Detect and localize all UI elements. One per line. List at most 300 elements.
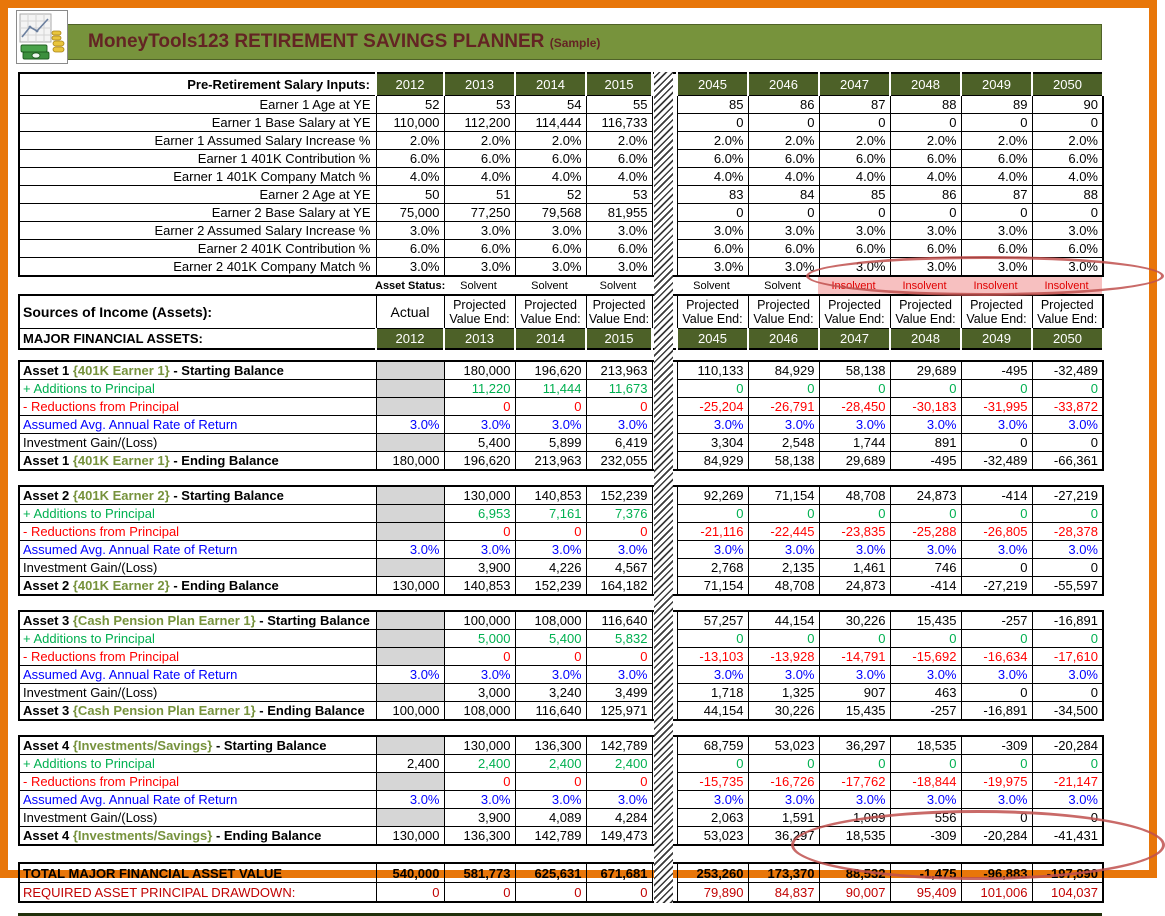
value-cell[interactable]: 581,773 bbox=[444, 863, 515, 883]
value-cell[interactable]: 50 bbox=[376, 186, 444, 204]
value-cell[interactable]: 3.0% bbox=[819, 791, 890, 809]
value-cell[interactable]: 0 bbox=[1032, 755, 1103, 773]
value-cell[interactable]: 0 bbox=[748, 204, 819, 222]
value-cell[interactable]: -20,284 bbox=[961, 827, 1032, 846]
value-cell[interactable]: 5,899 bbox=[515, 434, 586, 452]
value-cell[interactable]: 0 bbox=[890, 505, 961, 523]
value-cell[interactable]: 0 bbox=[586, 773, 652, 791]
value-cell[interactable]: -28,450 bbox=[819, 398, 890, 416]
value-cell[interactable]: 3.0% bbox=[586, 791, 652, 809]
value-cell[interactable]: 6.0% bbox=[819, 150, 890, 168]
value-cell[interactable]: 0 bbox=[515, 398, 586, 416]
value-cell[interactable]: 2,548 bbox=[748, 434, 819, 452]
value-cell[interactable]: 85 bbox=[677, 96, 748, 114]
value-cell[interactable]: 142,789 bbox=[586, 736, 652, 755]
value-cell[interactable]: 87 bbox=[819, 96, 890, 114]
value-cell[interactable]: 130,000 bbox=[376, 577, 444, 596]
value-cell[interactable]: 0 bbox=[748, 114, 819, 132]
value-cell[interactable]: -414 bbox=[961, 486, 1032, 505]
value-cell[interactable]: 87 bbox=[961, 186, 1032, 204]
value-cell[interactable]: 180,000 bbox=[376, 452, 444, 471]
value-cell[interactable]: 100,000 bbox=[444, 611, 515, 630]
value-cell[interactable]: 0 bbox=[515, 648, 586, 666]
value-cell[interactable]: -15,735 bbox=[677, 773, 748, 791]
value-cell[interactable]: 90,007 bbox=[819, 883, 890, 903]
value-cell[interactable]: 2.0% bbox=[444, 132, 515, 150]
value-cell[interactable]: 130,000 bbox=[444, 736, 515, 755]
value-cell[interactable]: 11,220 bbox=[444, 380, 515, 398]
value-cell[interactable]: 114,444 bbox=[515, 114, 586, 132]
value-cell[interactable]: 71,154 bbox=[748, 486, 819, 505]
value-cell[interactable]: 3.0% bbox=[890, 541, 961, 559]
value-cell[interactable]: 0 bbox=[748, 505, 819, 523]
value-cell[interactable]: 5,400 bbox=[444, 434, 515, 452]
value-cell[interactable]: 3.0% bbox=[819, 541, 890, 559]
value-cell[interactable]: 6.0% bbox=[890, 150, 961, 168]
value-cell[interactable]: 4.0% bbox=[748, 168, 819, 186]
value-cell[interactable]: -16,891 bbox=[1032, 611, 1103, 630]
value-cell[interactable]: 58,138 bbox=[819, 361, 890, 380]
value-cell[interactable]: 4.0% bbox=[444, 168, 515, 186]
value-cell[interactable]: 36,297 bbox=[748, 827, 819, 846]
value-cell[interactable]: 0 bbox=[961, 755, 1032, 773]
value-cell[interactable]: 625,631 bbox=[515, 863, 586, 883]
value-cell[interactable]: 556 bbox=[890, 809, 961, 827]
value-cell[interactable]: 4.0% bbox=[890, 168, 961, 186]
value-cell[interactable]: -197,890 bbox=[1032, 863, 1103, 883]
value-cell[interactable]: 140,853 bbox=[444, 577, 515, 596]
value-cell[interactable]: 4,284 bbox=[586, 809, 652, 827]
value-cell[interactable]: 36,297 bbox=[819, 736, 890, 755]
value-cell[interactable]: -13,103 bbox=[677, 648, 748, 666]
value-cell[interactable]: 891 bbox=[890, 434, 961, 452]
value-cell[interactable]: -16,726 bbox=[748, 773, 819, 791]
value-cell[interactable]: 0 bbox=[819, 380, 890, 398]
value-cell[interactable]: 58,138 bbox=[748, 452, 819, 471]
value-cell[interactable]: 53,023 bbox=[677, 827, 748, 846]
value-cell[interactable]: -309 bbox=[890, 827, 961, 846]
value-cell[interactable]: 3.0% bbox=[376, 791, 444, 809]
value-cell[interactable]: 3.0% bbox=[376, 258, 444, 277]
value-cell[interactable]: 0 bbox=[748, 380, 819, 398]
value-cell[interactable]: 0 bbox=[961, 559, 1032, 577]
value-cell[interactable]: -33,872 bbox=[1032, 398, 1103, 416]
value-cell[interactable]: 116,640 bbox=[515, 702, 586, 721]
value-cell[interactable]: 0 bbox=[748, 630, 819, 648]
value-cell[interactable]: 671,681 bbox=[586, 863, 652, 883]
value-cell[interactable]: 0 bbox=[890, 114, 961, 132]
value-cell[interactable]: -257 bbox=[890, 702, 961, 721]
value-cell[interactable]: 3.0% bbox=[1032, 416, 1103, 434]
value-cell[interactable]: 3.0% bbox=[748, 541, 819, 559]
value-cell[interactable]: 2,135 bbox=[748, 559, 819, 577]
value-cell[interactable]: 88 bbox=[890, 96, 961, 114]
value-cell[interactable]: 0 bbox=[890, 630, 961, 648]
value-cell[interactable]: -257 bbox=[961, 611, 1032, 630]
value-cell[interactable]: 164,182 bbox=[586, 577, 652, 596]
value-cell[interactable]: 4,226 bbox=[515, 559, 586, 577]
value-cell[interactable]: 2.0% bbox=[376, 132, 444, 150]
value-cell[interactable]: 53,023 bbox=[748, 736, 819, 755]
value-cell[interactable]: 0 bbox=[586, 398, 652, 416]
value-cell[interactable]: 3.0% bbox=[444, 222, 515, 240]
value-cell[interactable]: 3.0% bbox=[515, 416, 586, 434]
value-cell[interactable]: 3.0% bbox=[748, 416, 819, 434]
value-cell[interactable]: 3.0% bbox=[819, 222, 890, 240]
value-cell[interactable]: 110,000 bbox=[376, 114, 444, 132]
value-cell[interactable]: 88 bbox=[1032, 186, 1103, 204]
value-cell[interactable]: 0 bbox=[1032, 505, 1103, 523]
value-cell[interactable]: 81,955 bbox=[586, 204, 652, 222]
value-cell[interactable]: 196,620 bbox=[444, 452, 515, 471]
value-cell[interactable]: 3.0% bbox=[890, 666, 961, 684]
value-cell[interactable]: 110,133 bbox=[677, 361, 748, 380]
value-cell[interactable]: 24,873 bbox=[819, 577, 890, 596]
value-cell[interactable]: -30,183 bbox=[890, 398, 961, 416]
value-cell[interactable]: 0 bbox=[1032, 630, 1103, 648]
value-cell[interactable]: 0 bbox=[444, 773, 515, 791]
value-cell[interactable]: 2.0% bbox=[748, 132, 819, 150]
value-cell[interactable]: 3.0% bbox=[444, 666, 515, 684]
value-cell[interactable]: 1,461 bbox=[819, 559, 890, 577]
value-cell[interactable]: 2,400 bbox=[444, 755, 515, 773]
value-cell[interactable]: 3.0% bbox=[376, 416, 444, 434]
value-cell[interactable]: 0 bbox=[515, 773, 586, 791]
value-cell[interactable]: 3.0% bbox=[961, 416, 1032, 434]
value-cell[interactable]: 6.0% bbox=[376, 240, 444, 258]
value-cell[interactable]: 6.0% bbox=[1032, 240, 1103, 258]
value-cell[interactable]: 3.0% bbox=[444, 791, 515, 809]
value-cell[interactable]: 6.0% bbox=[586, 150, 652, 168]
value-cell[interactable]: 0 bbox=[961, 684, 1032, 702]
value-cell[interactable]: -26,805 bbox=[961, 523, 1032, 541]
value-cell[interactable]: -22,445 bbox=[748, 523, 819, 541]
value-cell[interactable]: 3.0% bbox=[819, 258, 890, 277]
value-cell[interactable]: 3.0% bbox=[1032, 541, 1103, 559]
value-cell[interactable]: 29,689 bbox=[890, 361, 961, 380]
value-cell[interactable]: 6.0% bbox=[515, 240, 586, 258]
value-cell[interactable]: 140,853 bbox=[515, 486, 586, 505]
value-cell[interactable]: 0 bbox=[515, 883, 586, 903]
value-cell[interactable]: -20,284 bbox=[1032, 736, 1103, 755]
value-cell[interactable]: -66,361 bbox=[1032, 452, 1103, 471]
value-cell[interactable]: 90 bbox=[1032, 96, 1103, 114]
value-cell[interactable]: 3.0% bbox=[890, 791, 961, 809]
value-cell[interactable]: 0 bbox=[1032, 559, 1103, 577]
value-cell[interactable]: 142,789 bbox=[515, 827, 586, 846]
value-cell[interactable]: 213,963 bbox=[515, 452, 586, 471]
value-cell[interactable]: 3.0% bbox=[677, 222, 748, 240]
value-cell[interactable]: 0 bbox=[1032, 380, 1103, 398]
value-cell[interactable]: -28,378 bbox=[1032, 523, 1103, 541]
value-cell[interactable]: 2.0% bbox=[890, 132, 961, 150]
value-cell[interactable]: 2,063 bbox=[677, 809, 748, 827]
value-cell[interactable]: -27,219 bbox=[961, 577, 1032, 596]
value-cell[interactable]: 149,473 bbox=[586, 827, 652, 846]
value-cell[interactable]: -31,995 bbox=[961, 398, 1032, 416]
value-cell[interactable]: 6.0% bbox=[748, 150, 819, 168]
value-cell[interactable]: 79,568 bbox=[515, 204, 586, 222]
value-cell[interactable]: 0 bbox=[961, 630, 1032, 648]
value-cell[interactable]: 6.0% bbox=[376, 150, 444, 168]
value-cell[interactable]: 0 bbox=[1032, 114, 1103, 132]
value-cell[interactable]: 2.0% bbox=[586, 132, 652, 150]
value-cell[interactable]: -96,883 bbox=[961, 863, 1032, 883]
value-cell[interactable]: 52 bbox=[515, 186, 586, 204]
value-cell[interactable]: 253,260 bbox=[677, 863, 748, 883]
value-cell[interactable]: 108,000 bbox=[444, 702, 515, 721]
value-cell[interactable]: 0 bbox=[819, 204, 890, 222]
value-cell[interactable]: 540,000 bbox=[376, 863, 444, 883]
value-cell[interactable]: 75,000 bbox=[376, 204, 444, 222]
value-cell[interactable]: 24,873 bbox=[890, 486, 961, 505]
value-cell[interactable]: 6.0% bbox=[586, 240, 652, 258]
value-cell[interactable]: 2,400 bbox=[376, 755, 444, 773]
value-cell[interactable]: 89 bbox=[961, 96, 1032, 114]
value-cell[interactable]: 95,409 bbox=[890, 883, 961, 903]
value-cell[interactable]: 180,000 bbox=[444, 361, 515, 380]
value-cell[interactable]: 4.0% bbox=[819, 168, 890, 186]
value-cell[interactable]: 3.0% bbox=[677, 541, 748, 559]
value-cell[interactable]: 3.0% bbox=[961, 666, 1032, 684]
value-cell[interactable]: 2.0% bbox=[515, 132, 586, 150]
value-cell[interactable]: 0 bbox=[819, 505, 890, 523]
value-cell[interactable]: 55 bbox=[586, 96, 652, 114]
value-cell[interactable]: 3.0% bbox=[961, 791, 1032, 809]
value-cell[interactable]: 104,037 bbox=[1032, 883, 1103, 903]
value-cell[interactable]: 116,640 bbox=[586, 611, 652, 630]
value-cell[interactable]: 0 bbox=[890, 380, 961, 398]
value-cell[interactable]: 0 bbox=[677, 204, 748, 222]
value-cell[interactable]: -18,844 bbox=[890, 773, 961, 791]
value-cell[interactable]: 2,768 bbox=[677, 559, 748, 577]
value-cell[interactable]: 84,837 bbox=[748, 883, 819, 903]
value-cell[interactable]: -25,204 bbox=[677, 398, 748, 416]
value-cell[interactable]: -21,116 bbox=[677, 523, 748, 541]
value-cell[interactable]: 15,435 bbox=[819, 702, 890, 721]
value-cell[interactable]: 0 bbox=[961, 380, 1032, 398]
value-cell[interactable]: 0 bbox=[961, 204, 1032, 222]
value-cell[interactable]: 18,535 bbox=[890, 736, 961, 755]
value-cell[interactable]: 0 bbox=[748, 755, 819, 773]
value-cell[interactable]: 30,226 bbox=[819, 611, 890, 630]
value-cell[interactable]: 0 bbox=[1032, 204, 1103, 222]
value-cell[interactable]: 232,055 bbox=[586, 452, 652, 471]
value-cell[interactable]: 2.0% bbox=[819, 132, 890, 150]
value-cell[interactable]: -41,431 bbox=[1032, 827, 1103, 846]
value-cell[interactable]: 3.0% bbox=[748, 222, 819, 240]
value-cell[interactable]: 3.0% bbox=[961, 222, 1032, 240]
value-cell[interactable]: 0 bbox=[961, 114, 1032, 132]
value-cell[interactable]: 18,535 bbox=[819, 827, 890, 846]
value-cell[interactable]: 4.0% bbox=[376, 168, 444, 186]
value-cell[interactable]: 3.0% bbox=[677, 666, 748, 684]
value-cell[interactable]: 3.0% bbox=[748, 791, 819, 809]
value-cell[interactable]: 57,257 bbox=[677, 611, 748, 630]
value-cell[interactable]: 6.0% bbox=[961, 150, 1032, 168]
value-cell[interactable]: 68,759 bbox=[677, 736, 748, 755]
value-cell[interactable]: 130,000 bbox=[376, 827, 444, 846]
value-cell[interactable]: 0 bbox=[677, 505, 748, 523]
value-cell[interactable]: 88,532 bbox=[819, 863, 890, 883]
value-cell[interactable]: 3.0% bbox=[586, 541, 652, 559]
value-cell[interactable]: 4.0% bbox=[586, 168, 652, 186]
value-cell[interactable]: 11,444 bbox=[515, 380, 586, 398]
value-cell[interactable]: -14,791 bbox=[819, 648, 890, 666]
value-cell[interactable]: 2,400 bbox=[586, 755, 652, 773]
value-cell[interactable]: 3,240 bbox=[515, 684, 586, 702]
value-cell[interactable]: -25,288 bbox=[890, 523, 961, 541]
value-cell[interactable]: -309 bbox=[961, 736, 1032, 755]
value-cell[interactable]: 48,708 bbox=[748, 577, 819, 596]
value-cell[interactable]: 125,971 bbox=[586, 702, 652, 721]
value-cell[interactable]: 0 bbox=[961, 809, 1032, 827]
value-cell[interactable]: 2.0% bbox=[677, 132, 748, 150]
value-cell[interactable]: 53 bbox=[586, 186, 652, 204]
value-cell[interactable]: 3,900 bbox=[444, 809, 515, 827]
value-cell[interactable]: 3.0% bbox=[890, 258, 961, 277]
value-cell[interactable]: 0 bbox=[515, 523, 586, 541]
value-cell[interactable]: 1,325 bbox=[748, 684, 819, 702]
value-cell[interactable]: 6.0% bbox=[748, 240, 819, 258]
value-cell[interactable]: -27,219 bbox=[1032, 486, 1103, 505]
value-cell[interactable]: 3.0% bbox=[444, 541, 515, 559]
value-cell[interactable]: 5,400 bbox=[515, 630, 586, 648]
value-cell[interactable]: -55,597 bbox=[1032, 577, 1103, 596]
value-cell[interactable]: -414 bbox=[890, 577, 961, 596]
value-cell[interactable]: -17,762 bbox=[819, 773, 890, 791]
value-cell[interactable]: 196,620 bbox=[515, 361, 586, 380]
value-cell[interactable]: 3,304 bbox=[677, 434, 748, 452]
value-cell[interactable]: 136,300 bbox=[444, 827, 515, 846]
value-cell[interactable]: 83 bbox=[677, 186, 748, 204]
value-cell[interactable]: 0 bbox=[819, 630, 890, 648]
value-cell[interactable]: 0 bbox=[586, 883, 652, 903]
value-cell[interactable]: -17,610 bbox=[1032, 648, 1103, 666]
value-cell[interactable]: 3.0% bbox=[819, 416, 890, 434]
value-cell[interactable]: 0 bbox=[444, 398, 515, 416]
value-cell[interactable]: 1,089 bbox=[819, 809, 890, 827]
value-cell[interactable]: 116,733 bbox=[586, 114, 652, 132]
value-cell[interactable]: 3.0% bbox=[376, 222, 444, 240]
value-cell[interactable]: 51 bbox=[444, 186, 515, 204]
value-cell[interactable]: 3.0% bbox=[890, 222, 961, 240]
value-cell[interactable]: 4.0% bbox=[515, 168, 586, 186]
value-cell[interactable]: 6,419 bbox=[586, 434, 652, 452]
value-cell[interactable]: 71,154 bbox=[677, 577, 748, 596]
value-cell[interactable]: 15,435 bbox=[890, 611, 961, 630]
value-cell[interactable]: 0 bbox=[444, 523, 515, 541]
value-cell[interactable]: 84,929 bbox=[677, 452, 748, 471]
value-cell[interactable]: 3,499 bbox=[586, 684, 652, 702]
value-cell[interactable]: -32,489 bbox=[961, 452, 1032, 471]
value-cell[interactable]: 3.0% bbox=[1032, 791, 1103, 809]
value-cell[interactable]: 152,239 bbox=[515, 577, 586, 596]
value-cell[interactable]: 0 bbox=[677, 755, 748, 773]
value-cell[interactable]: 4.0% bbox=[1032, 168, 1103, 186]
value-cell[interactable]: 92,269 bbox=[677, 486, 748, 505]
value-cell[interactable]: 2,400 bbox=[515, 755, 586, 773]
value-cell[interactable]: 11,673 bbox=[586, 380, 652, 398]
value-cell[interactable]: 6,953 bbox=[444, 505, 515, 523]
value-cell[interactable]: 0 bbox=[444, 883, 515, 903]
value-cell[interactable]: 907 bbox=[819, 684, 890, 702]
value-cell[interactable]: -23,835 bbox=[819, 523, 890, 541]
value-cell[interactable]: 3.0% bbox=[444, 416, 515, 434]
value-cell[interactable]: 3.0% bbox=[1032, 666, 1103, 684]
value-cell[interactable]: 0 bbox=[1032, 434, 1103, 452]
value-cell[interactable]: 3.0% bbox=[515, 541, 586, 559]
value-cell[interactable]: 4.0% bbox=[961, 168, 1032, 186]
value-cell[interactable]: 48,708 bbox=[819, 486, 890, 505]
value-cell[interactable]: 0 bbox=[961, 505, 1032, 523]
value-cell[interactable]: 3.0% bbox=[586, 258, 652, 277]
value-cell[interactable]: 6.0% bbox=[819, 240, 890, 258]
value-cell[interactable]: 3.0% bbox=[890, 416, 961, 434]
value-cell[interactable]: 77,250 bbox=[444, 204, 515, 222]
value-cell[interactable]: 6.0% bbox=[890, 240, 961, 258]
value-cell[interactable]: 84,929 bbox=[748, 361, 819, 380]
value-cell[interactable]: 29,689 bbox=[819, 452, 890, 471]
value-cell[interactable]: 3.0% bbox=[586, 222, 652, 240]
value-cell[interactable]: 6.0% bbox=[1032, 150, 1103, 168]
value-cell[interactable]: 7,161 bbox=[515, 505, 586, 523]
value-cell[interactable]: 85 bbox=[819, 186, 890, 204]
value-cell[interactable]: 3,000 bbox=[444, 684, 515, 702]
value-cell[interactable]: 3.0% bbox=[586, 666, 652, 684]
value-cell[interactable]: 6.0% bbox=[677, 240, 748, 258]
value-cell[interactable]: -32,489 bbox=[1032, 361, 1103, 380]
value-cell[interactable]: -16,634 bbox=[961, 648, 1032, 666]
value-cell[interactable]: 0 bbox=[819, 114, 890, 132]
value-cell[interactable]: 7,376 bbox=[586, 505, 652, 523]
value-cell[interactable]: 5,832 bbox=[586, 630, 652, 648]
value-cell[interactable]: 173,370 bbox=[748, 863, 819, 883]
value-cell[interactable]: 53 bbox=[444, 96, 515, 114]
value-cell[interactable]: 5,000 bbox=[444, 630, 515, 648]
value-cell[interactable]: 3.0% bbox=[677, 791, 748, 809]
value-cell[interactable]: 86 bbox=[748, 96, 819, 114]
value-cell[interactable]: 3.0% bbox=[515, 258, 586, 277]
value-cell[interactable]: 0 bbox=[677, 630, 748, 648]
value-cell[interactable]: -26,791 bbox=[748, 398, 819, 416]
value-cell[interactable]: 6.0% bbox=[515, 150, 586, 168]
value-cell[interactable]: 54 bbox=[515, 96, 586, 114]
value-cell[interactable]: 3.0% bbox=[1032, 222, 1103, 240]
value-cell[interactable]: 3.0% bbox=[376, 666, 444, 684]
value-cell[interactable]: 6.0% bbox=[961, 240, 1032, 258]
value-cell[interactable]: 136,300 bbox=[515, 736, 586, 755]
value-cell[interactable]: 0 bbox=[444, 648, 515, 666]
value-cell[interactable]: 3.0% bbox=[515, 791, 586, 809]
value-cell[interactable]: 213,963 bbox=[586, 361, 652, 380]
value-cell[interactable]: 1,744 bbox=[819, 434, 890, 452]
value-cell[interactable]: 52 bbox=[376, 96, 444, 114]
value-cell[interactable]: 3.0% bbox=[961, 541, 1032, 559]
value-cell[interactable]: 0 bbox=[677, 114, 748, 132]
value-cell[interactable]: 1,591 bbox=[748, 809, 819, 827]
value-cell[interactable]: -495 bbox=[890, 452, 961, 471]
value-cell[interactable]: 2.0% bbox=[1032, 132, 1103, 150]
value-cell[interactable]: 3.0% bbox=[677, 416, 748, 434]
value-cell[interactable]: -16,891 bbox=[961, 702, 1032, 721]
value-cell[interactable]: 152,239 bbox=[586, 486, 652, 505]
value-cell[interactable]: 100,000 bbox=[376, 702, 444, 721]
value-cell[interactable]: 463 bbox=[890, 684, 961, 702]
value-cell[interactable]: -34,500 bbox=[1032, 702, 1103, 721]
value-cell[interactable]: -21,147 bbox=[1032, 773, 1103, 791]
value-cell[interactable]: 3.0% bbox=[748, 258, 819, 277]
